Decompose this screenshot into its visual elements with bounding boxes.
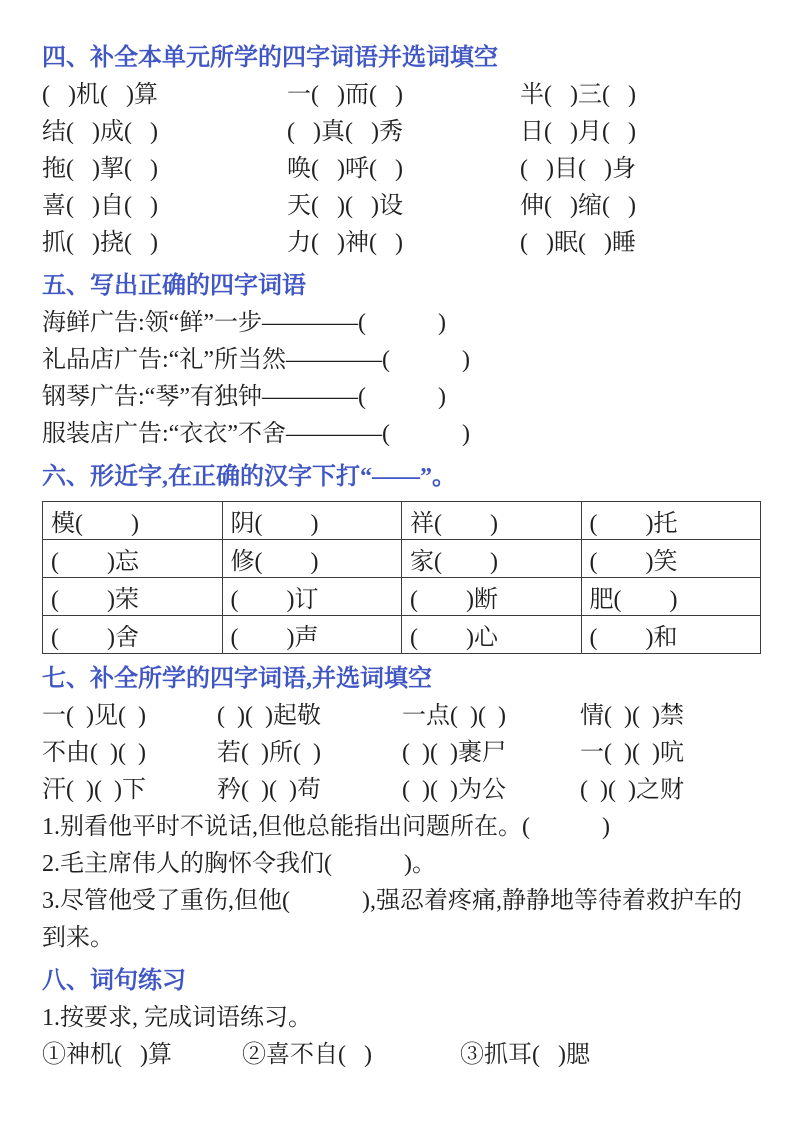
section-seven-heading: 七、补全所学的四字词语,并选词填空	[42, 666, 432, 692]
idiom-blank: 唤( )呼( )	[287, 156, 403, 182]
idiom-blank: ( )( )裹尸	[402, 740, 506, 766]
table-row	[43, 540, 761, 578]
section-eight-heading: 八、词句练习	[42, 968, 186, 994]
idiom-blank: 汗( )( )下	[42, 777, 146, 803]
idiom-blank: 一( )见( )	[42, 703, 146, 729]
idiom-blank: 拖( )挈( )	[42, 156, 158, 182]
idiom-blank: ( )机( )算	[42, 82, 158, 108]
idiom-blank: 天( )( )设	[287, 193, 403, 219]
fill-in-sentence: 2.毛主席伟人的胸怀令我们( )。	[42, 851, 436, 877]
idiom-blank: 不由( )( )	[42, 740, 146, 766]
table-cell: 修( )	[222, 540, 402, 578]
idiom-blank: 喜( )自( )	[42, 193, 158, 219]
table-cell: 祥( )	[402, 502, 582, 540]
section-seven-idiom-grid	[42, 698, 761, 809]
section-eight-items	[42, 1037, 761, 1074]
fill-in-sentence: 3.尽管他受了重伤,但他( ),强忍着疼痛,静静地等待着救护车的到来。	[42, 888, 742, 951]
section-four-idiom-grid	[42, 77, 761, 262]
idiom-blank: 一( )( )吭	[580, 740, 684, 766]
table-cell: ( )荣	[43, 578, 223, 616]
ad-slogan-line: 海鲜广告:领“鲜”一步————( )	[42, 310, 446, 336]
section-five-lines	[42, 305, 761, 453]
table-cell: 肥( )	[581, 578, 761, 616]
table-cell: ( )笑	[581, 540, 761, 578]
table-row	[43, 616, 761, 654]
table-cell: ( )断	[402, 578, 582, 616]
idiom-blank: ( )眠( )睡	[520, 230, 636, 256]
table-cell: ( )和	[581, 616, 761, 654]
idiom-blank: ( )( )之财	[580, 777, 684, 803]
idiom-blank: ( )( )起敬	[217, 703, 321, 729]
table-cell: 模( )	[43, 502, 223, 540]
table-cell: ( )托	[581, 502, 761, 540]
idiom-blank: ( )真( )秀	[287, 119, 403, 145]
idiom-blank: 情( )( )禁	[580, 703, 684, 729]
idiom-blank: 伸( )缩( )	[520, 193, 636, 219]
table-row	[43, 578, 761, 616]
section-six-heading: 六、形近字,在正确的汉字下打“——”。	[42, 464, 456, 490]
table-row	[43, 502, 761, 540]
table-cell: 家( )	[402, 540, 582, 578]
table-cell: ( )订	[222, 578, 402, 616]
table-cell: 阴( )	[222, 502, 402, 540]
fill-in-sentence: 1.别看他平时不说话,但他总能指出问题所在。( )	[42, 814, 610, 840]
idiom-blank: ( )目( )身	[520, 156, 636, 182]
idiom-blank: 矜( )( )苟	[217, 777, 321, 803]
idiom-blank: 日( )月( )	[520, 119, 636, 145]
section-seven-sentences	[42, 809, 761, 957]
table-cell: ( )心	[402, 616, 582, 654]
idiom-blank: 抓( )挠( )	[42, 230, 158, 256]
idiom-blank: ①神机( )算	[42, 1042, 172, 1068]
table-cell: ( )忘	[43, 540, 223, 578]
idiom-blank: ( )( )为公	[402, 777, 506, 803]
idiom-blank: 半( )三( )	[520, 82, 636, 108]
idiom-blank: 若( )所( )	[217, 740, 321, 766]
ad-slogan-line: 服装店广告:“衣衣”不舍————( )	[42, 421, 470, 447]
section-five-heading: 五、写出正确的四字词语	[42, 273, 306, 299]
idiom-blank: ②喜不自( )	[242, 1042, 372, 1068]
idiom-blank: 一( )而( )	[287, 82, 403, 108]
idiom-blank: ③抓耳( )腮	[460, 1042, 590, 1068]
similar-characters-table	[42, 501, 761, 654]
table-cell: ( )声	[222, 616, 402, 654]
ad-slogan-line: 礼品店广告:“礼”所当然————( )	[42, 347, 470, 373]
table-cell: ( )舍	[43, 616, 223, 654]
idiom-blank: 一点( )( )	[402, 703, 506, 729]
section-four-heading: 四、补全本单元所学的四字词语并选词填空	[42, 45, 498, 71]
ad-slogan-line: 钢琴广告:“琴”有独钟————( )	[42, 384, 446, 410]
section-eight-instruction: 1.按要求, 完成词语练习。	[42, 1005, 312, 1031]
idiom-blank: 结( )成( )	[42, 119, 158, 145]
idiom-blank: 力( )神( )	[287, 230, 403, 256]
